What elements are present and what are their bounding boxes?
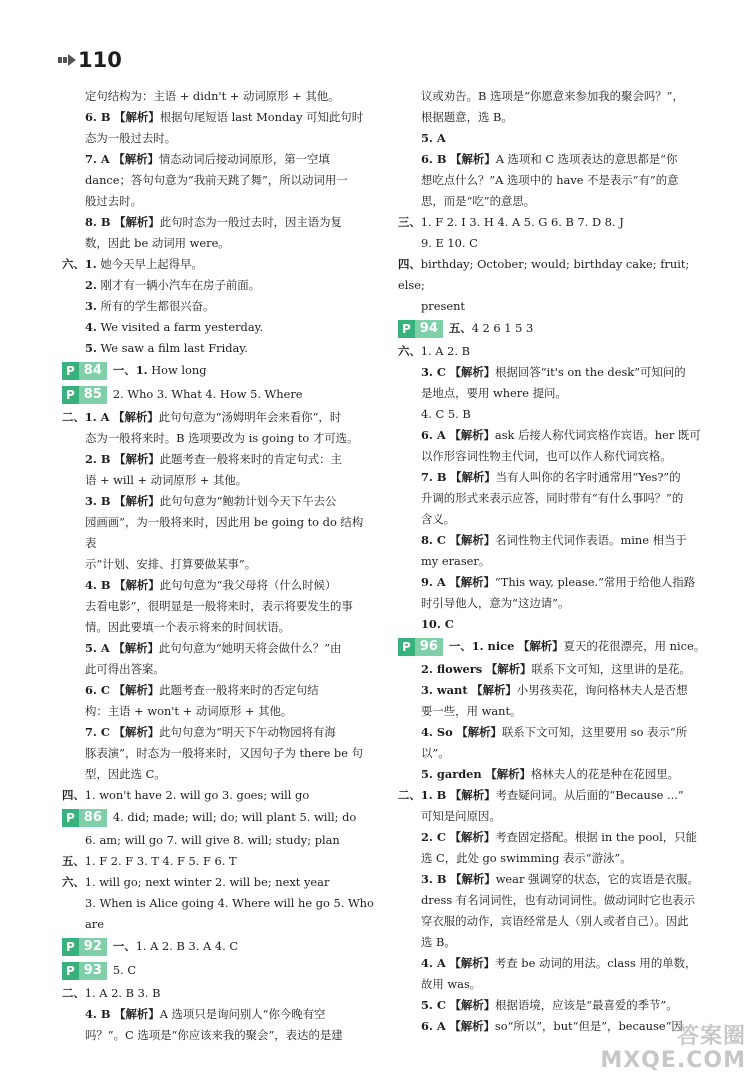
answer-text: 3. When is Alice going 4. Where will he go 5. Who are xyxy=(85,896,374,931)
answer-line xyxy=(398,317,706,341)
answer-line xyxy=(398,593,706,614)
answer-text: We visited a farm yesterday. xyxy=(100,320,264,334)
answer-text: 选 C，此处 go swimming 表示“游泳”。 xyxy=(421,851,632,865)
answer-line xyxy=(398,659,706,680)
answer-text: 是地点，要用 where 提问。 xyxy=(421,386,567,400)
question-number: 4. xyxy=(85,320,97,334)
answer-line xyxy=(62,983,374,1004)
analysis-tag: 【解析】 xyxy=(485,662,532,676)
answer-line xyxy=(62,575,374,596)
right-column xyxy=(398,86,706,1037)
analysis-tag: 【解析】 xyxy=(114,494,160,508)
question-number: 2. flowers xyxy=(421,662,483,676)
analysis-tag: 【解析】 xyxy=(449,365,496,379)
answer-text: 此句句意为“明天下午动物园将有海 xyxy=(159,725,336,739)
analysis-tag: 【解析】 xyxy=(113,410,159,424)
analysis-tag: 【解析】 xyxy=(517,639,564,653)
question-number: 2. B xyxy=(85,452,111,466)
answer-text: We saw a film last Friday. xyxy=(100,341,248,355)
page-badge-number: 94 xyxy=(415,320,443,338)
answer-line xyxy=(398,467,706,488)
answer-text: 此句时态为一般过去时，因主语为复 xyxy=(159,215,342,229)
answer-line xyxy=(398,869,706,890)
answer-text: 考查固定搭配。根据 in the pool，只能 xyxy=(495,830,697,844)
answer-text: 语 + will + 动词原形 + 其他。 xyxy=(85,473,248,487)
answer-text: 刚才有一辆小汽车在房子前面。 xyxy=(100,278,261,292)
answer-text: 1. F 2. F 3. T 4. F 5. F 6. T xyxy=(84,854,237,868)
analysis-tag: 【解析】 xyxy=(114,110,160,124)
answer-text: 当有人叫你的名字时通常用“Yes?”的 xyxy=(495,470,681,484)
analysis-tag: 【解析】 xyxy=(449,1019,495,1033)
page-badge-number: 96 xyxy=(415,638,443,656)
answer-text: 态为一般将来时。B 选项要改为 is going to 才可选。 xyxy=(85,431,359,445)
analysis-tag: 【解析】 xyxy=(449,428,495,442)
answer-text: 时引导他人，意为“这边请”。 xyxy=(421,596,570,610)
analysis-tag: 【解析】 xyxy=(114,578,160,592)
answer-line xyxy=(398,911,706,932)
answer-text: 此句句意为“鲍勃计划今天下午去公 xyxy=(159,494,337,508)
answer-line xyxy=(62,149,374,170)
answer-text: 吗？”。C 选项是“你应该来我的聚会”，表达的是建 xyxy=(85,1028,343,1042)
answer-text: 思，而是“吃”的意思。 xyxy=(421,194,536,208)
answer-text: 此句句意为“她明天将会做什么？”由 xyxy=(158,641,342,655)
answer-line xyxy=(62,428,374,449)
answer-line xyxy=(398,743,706,764)
question-number: 3. want xyxy=(421,683,468,697)
page-badge xyxy=(62,362,107,380)
question-number: 5. garden xyxy=(421,767,482,781)
page-badge-number: 86 xyxy=(79,809,107,827)
answer-line xyxy=(62,830,374,851)
analysis-tag: 【解析】 xyxy=(449,575,495,589)
answer-line xyxy=(62,359,374,383)
answer-line xyxy=(398,446,706,467)
answer-line xyxy=(398,974,706,995)
answer-line xyxy=(62,596,374,617)
analysis-tag: 【解析】 xyxy=(449,533,496,547)
answer-text: 含义。 xyxy=(421,512,456,526)
question-number: 7. A xyxy=(85,152,110,166)
answer-text: 此句句意为“汤姆明年会来看你”，时 xyxy=(158,410,342,424)
answer-text: wear 强调穿的状态，它的宾语是衣服。 xyxy=(495,872,699,886)
section-label: 四、 xyxy=(398,257,421,271)
question-number: 8. C xyxy=(421,533,446,547)
question-number: 7. B xyxy=(421,470,447,484)
answer-text: 以”。 xyxy=(421,746,450,760)
question-number: 9. A xyxy=(421,575,446,589)
answer-text: 选 B。 xyxy=(421,935,456,949)
answer-line xyxy=(398,890,706,911)
question-number: 7. C xyxy=(85,725,110,739)
answer-line xyxy=(398,848,706,869)
answer-line xyxy=(398,614,706,635)
answer-line xyxy=(398,341,706,362)
answer-text: 此句句意为“我父母将（什么时候） xyxy=(159,578,337,592)
answer-text: 可知是问原因。 xyxy=(421,809,501,823)
answer-text: 根据句尾短语 last Monday 可知此句时 xyxy=(159,110,364,124)
answer-line xyxy=(62,233,374,254)
answer-line xyxy=(398,764,706,785)
answer-text: birthday; October; would; birthday cake; fruit; else; xyxy=(398,257,690,292)
question-number: 5. xyxy=(85,341,97,355)
answer-text: 态为一般过去时。 xyxy=(85,131,177,145)
analysis-tag: 【解析】 xyxy=(449,788,496,802)
page-badge-letter: P xyxy=(398,320,415,338)
page-badge xyxy=(62,962,107,980)
page-badge-letter: P xyxy=(62,809,79,827)
page-badge-letter: P xyxy=(62,362,79,380)
section-label: 二、 xyxy=(398,788,421,802)
answer-line xyxy=(398,170,706,191)
section-label: 六、 xyxy=(62,875,85,889)
analysis-tag: 【解析】 xyxy=(471,683,517,697)
question-number: 6. A xyxy=(421,428,446,442)
answer-line xyxy=(62,680,374,701)
answer-line xyxy=(398,86,706,107)
answer-text: 她今天早上起得早。 xyxy=(100,257,203,271)
answer-text: “This way, please.”常用于给他人指路 xyxy=(494,575,696,589)
answer-line xyxy=(62,470,374,491)
answer-line xyxy=(398,509,706,530)
section-label: 六、 xyxy=(398,344,421,358)
answer-line xyxy=(62,128,374,149)
section-label: 一、 xyxy=(112,939,136,953)
answer-line xyxy=(62,275,374,296)
answer-line xyxy=(398,296,706,317)
answer-line xyxy=(398,635,706,659)
question-number: 1. nice xyxy=(471,639,515,653)
answer-line xyxy=(398,212,706,233)
answer-line xyxy=(62,491,374,512)
answer-text: 要一些，用 want。 xyxy=(421,704,522,718)
answer-text: present xyxy=(421,299,465,313)
answer-text: 根据回答“it's on the desk”可知问的 xyxy=(495,365,686,379)
page-badge xyxy=(62,938,107,956)
answer-line xyxy=(62,893,374,935)
page-badge-letter: P xyxy=(398,638,415,656)
page-badge-number: 84 xyxy=(79,362,107,380)
answer-line xyxy=(62,296,374,317)
answer-line xyxy=(398,806,706,827)
answer-line xyxy=(62,86,374,107)
analysis-tag: 【解析】 xyxy=(113,725,160,739)
answer-text: 1. A 2. B 3. B xyxy=(84,986,161,1000)
answer-line xyxy=(62,1025,374,1046)
answer-line xyxy=(62,338,374,359)
answer-text: 情态动词后接动词原形，第一空填 xyxy=(158,152,330,166)
page-badge xyxy=(398,638,443,656)
answer-text: 4. did; made; will; do; will plant 5. will; do xyxy=(112,810,357,824)
answer-line xyxy=(398,701,706,722)
answer-line xyxy=(62,659,374,680)
answer-text: 根据语境，应该是“最喜爱的季节”。 xyxy=(495,998,678,1012)
answer-line xyxy=(398,191,706,212)
analysis-tag: 【解析】 xyxy=(450,872,496,886)
answer-text: 园画画”，为一般将来时，因此用 be going to do 结构表 xyxy=(85,515,364,550)
answer-line xyxy=(398,530,706,551)
answer-text: 1. will go; next winter 2. will be; next year xyxy=(84,875,330,889)
answer-text: A 选项和 C 选项表达的意思都是“你 xyxy=(495,152,678,166)
question-number: 1. B xyxy=(420,788,447,802)
answer-text: 6. am; will go 7. will give 8. will; study; plan xyxy=(85,833,340,847)
answer-line xyxy=(62,851,374,872)
watermark-url: MXQE.COM xyxy=(600,1048,746,1073)
answer-text: 小男孩卖花，询问格林夫人是否想 xyxy=(516,683,688,697)
answer-text: 名词性物主代词作表语。mine 相当于 xyxy=(495,533,687,547)
answer-line xyxy=(398,425,706,446)
answer-line xyxy=(398,680,706,701)
answer-text: 1. F 2. I 3. H 4. A 5. G 6. B 7. D 8. J xyxy=(420,215,624,229)
question-number: 3. B xyxy=(421,872,447,886)
answer-line xyxy=(398,107,706,128)
answer-line xyxy=(62,212,374,233)
answer-line xyxy=(398,254,706,296)
answer-text: 联系下文可知，这里要用 so 表示“所 xyxy=(501,725,688,739)
question-number: 3. B xyxy=(85,494,111,508)
answer-text: ask 后接人称代词宾格作宾语。her 既可 xyxy=(494,428,701,442)
section-label: 一、 xyxy=(112,363,136,377)
section-label: 三、 xyxy=(398,215,421,229)
answer-line xyxy=(398,572,706,593)
answer-line xyxy=(398,551,706,572)
answer-text: How long xyxy=(151,363,207,377)
analysis-tag: 【解析】 xyxy=(450,470,496,484)
answer-text: 型，因此选 C。 xyxy=(85,767,166,781)
answer-text: 考查疑问词。从后面的“Because ...” xyxy=(495,788,684,802)
page-badge xyxy=(62,809,107,827)
section-label: 五、 xyxy=(448,321,472,335)
answer-line xyxy=(62,617,374,638)
answer-line xyxy=(62,764,374,785)
question-number: 4. A xyxy=(421,956,446,970)
question-number: 10. C xyxy=(421,617,454,631)
page-badge-letter: P xyxy=(62,962,79,980)
question-number: 1. xyxy=(84,257,97,271)
answer-text: 1. A 2. B 3. A 4. C xyxy=(135,939,239,953)
answer-line xyxy=(62,722,374,743)
answer-line xyxy=(398,362,706,383)
answer-text: 4 2 6 1 5 3 xyxy=(471,321,534,335)
page-badge-letter: P xyxy=(62,386,79,404)
answer-text: 所有的学生都很兴奋。 xyxy=(100,299,215,313)
answer-line xyxy=(62,935,374,959)
answer-text: 1. A 2. B xyxy=(420,344,470,358)
answer-text: A 选项只是询问别人“你今晚有空 xyxy=(159,1007,326,1021)
analysis-tag: 【解析】 xyxy=(113,683,160,697)
answer-text: 此可得出答案。 xyxy=(85,662,165,676)
question-number: 1. A xyxy=(84,410,110,424)
answer-text: 此题考查一般将来时的肯定句式：主 xyxy=(159,452,342,466)
answer-line xyxy=(62,872,374,893)
answer-text: 夏天的花很漂亮，用 nice。 xyxy=(563,639,706,653)
answer-line xyxy=(62,959,374,983)
answer-text: 5. C xyxy=(112,963,137,977)
page-badge-number: 93 xyxy=(79,962,107,980)
answer-line xyxy=(398,128,706,149)
page-badge-number: 92 xyxy=(79,938,107,956)
answer-line xyxy=(398,827,706,848)
answer-text: 此题考查一般将来时的否定句结 xyxy=(159,683,319,697)
watermark-logo: 答案圈 xyxy=(676,1024,746,1049)
section-label: 六、 xyxy=(62,257,85,271)
answer-text: 穿衣服的动作，宾语经常是人（别人或者自己）。因此 xyxy=(421,914,689,928)
answer-text: 情。因此要填一个表示将来的时间状语。 xyxy=(85,620,291,634)
answer-line xyxy=(398,404,706,425)
answer-text: 故用 was。 xyxy=(421,977,482,991)
analysis-tag: 【解析】 xyxy=(114,215,160,229)
answer-text: dance；答句句意为“我前天跳了舞”，所以动词用一 xyxy=(85,173,348,187)
answer-line xyxy=(398,488,706,509)
analysis-tag: 【解析】 xyxy=(456,725,502,739)
answer-line xyxy=(398,995,706,1016)
answer-text: 格林夫人的花是种在花园里。 xyxy=(530,767,679,781)
question-number: 1. xyxy=(135,363,148,377)
answer-line xyxy=(62,785,374,806)
analysis-tag: 【解析】 xyxy=(450,152,496,166)
watermark xyxy=(600,1025,746,1073)
question-number: 6. A xyxy=(421,1019,446,1033)
answer-line xyxy=(62,449,374,470)
answer-line xyxy=(398,953,706,974)
left-column xyxy=(62,86,374,1046)
answer-line xyxy=(62,191,374,212)
answer-text: dress 有名词词性，也有动词词性。做动词时它也表示 xyxy=(421,893,695,907)
question-number: 5. C xyxy=(421,998,446,1012)
answer-text: 定句结构为：主语 + didn't + 动词原形 + 其他。 xyxy=(85,89,340,103)
answer-line xyxy=(62,554,374,575)
answer-line xyxy=(398,383,706,404)
question-number: 6. C xyxy=(85,683,110,697)
answer-line xyxy=(398,233,706,254)
answer-line xyxy=(62,383,374,407)
answer-text: 升调的形式来表示应答，同时带有“有什么事吗？”的 xyxy=(421,491,684,505)
answer-line xyxy=(62,743,374,764)
answer-text: 4. C 5. B xyxy=(421,407,471,421)
analysis-tag: 【解析】 xyxy=(449,956,495,970)
question-number: 3. C xyxy=(421,365,446,379)
answer-text: 以作形容词性物主代词，也可以作人称代词宾格。 xyxy=(421,449,672,463)
answer-text: my eraser。 xyxy=(421,554,491,568)
answer-line xyxy=(62,107,374,128)
answer-text: 般过去时。 xyxy=(85,194,142,208)
section-label: 五、 xyxy=(62,854,85,868)
question-number: 3. xyxy=(85,299,97,313)
answer-text: so“所以”，but“但是”，because“因 xyxy=(494,1019,683,1033)
section-label: 二、 xyxy=(62,410,85,424)
answer-text: 考查 be 动词的用法。class 用的单数， xyxy=(494,956,697,970)
answer-line xyxy=(62,254,374,275)
section-label: 一、 xyxy=(448,639,472,653)
analysis-tag: 【解析】 xyxy=(113,152,159,166)
question-number: 8. B xyxy=(85,215,111,229)
answer-line xyxy=(62,1004,374,1025)
page-badge xyxy=(62,386,107,404)
answer-text: 豚表演”，时态为一般将来时，又因句子为 there be 句 xyxy=(85,746,363,760)
arrow-icon xyxy=(58,54,76,66)
question-number: 4. So xyxy=(421,725,453,739)
answer-text: 构：主语 + won't + 动词原形 + 其他。 xyxy=(85,704,293,718)
question-number: 4. B xyxy=(85,578,111,592)
question-number: 6. B xyxy=(421,152,447,166)
page-badge xyxy=(398,320,443,338)
analysis-tag: 【解析】 xyxy=(485,767,531,781)
answer-text: 示“计划、安排、打算要做某事”。 xyxy=(85,557,257,571)
question-number: 5. A xyxy=(85,641,110,655)
answer-line xyxy=(62,701,374,722)
answer-text: 根据题意，选 B。 xyxy=(421,110,513,124)
answer-line xyxy=(62,317,374,338)
answer-line xyxy=(62,170,374,191)
analysis-tag: 【解析】 xyxy=(113,641,159,655)
answer-line xyxy=(62,407,374,428)
answer-text: 2. Who 3. What 4. How 5. Where xyxy=(112,387,303,401)
answer-text: 去看电影”，很明显是一般将来时，表示将要发生的事 xyxy=(85,599,353,613)
answer-text: 1. won't have 2. will go 3. goes; will go xyxy=(84,788,310,802)
answer-line xyxy=(398,785,706,806)
section-label: 四、 xyxy=(62,788,85,802)
answer-text: 数，因此 be 动词用 were。 xyxy=(85,236,230,250)
answer-text: 9. E 10. C xyxy=(421,236,478,250)
analysis-tag: 【解析】 xyxy=(449,998,496,1012)
section-label: 二、 xyxy=(62,986,85,1000)
page-header xyxy=(58,48,122,72)
page-number: 110 xyxy=(78,48,122,72)
answer-text: 议或劝告。B 选项是“你愿意来参加我的聚会吗？”， xyxy=(421,89,684,103)
question-number: 2. C xyxy=(421,830,446,844)
analysis-tag: 【解析】 xyxy=(449,830,496,844)
answer-line xyxy=(62,512,374,554)
question-number: 2. xyxy=(85,278,97,292)
question-number: 5. A xyxy=(421,131,446,145)
answer-line xyxy=(398,722,706,743)
answer-line xyxy=(398,932,706,953)
question-number: 4. B xyxy=(85,1007,111,1021)
page-badge-number: 85 xyxy=(79,386,107,404)
question-number: 6. B xyxy=(85,110,111,124)
page-badge-letter: P xyxy=(62,938,79,956)
analysis-tag: 【解析】 xyxy=(114,1007,160,1021)
answer-text: 想吃点什么？”A 选项中的 have 不是表示“有”的意 xyxy=(421,173,679,187)
analysis-tag: 【解析】 xyxy=(114,452,160,466)
answer-line xyxy=(62,806,374,830)
answer-line xyxy=(62,638,374,659)
answer-text: 联系下文可知，这里讲的是花。 xyxy=(531,662,691,676)
answer-line xyxy=(398,149,706,170)
